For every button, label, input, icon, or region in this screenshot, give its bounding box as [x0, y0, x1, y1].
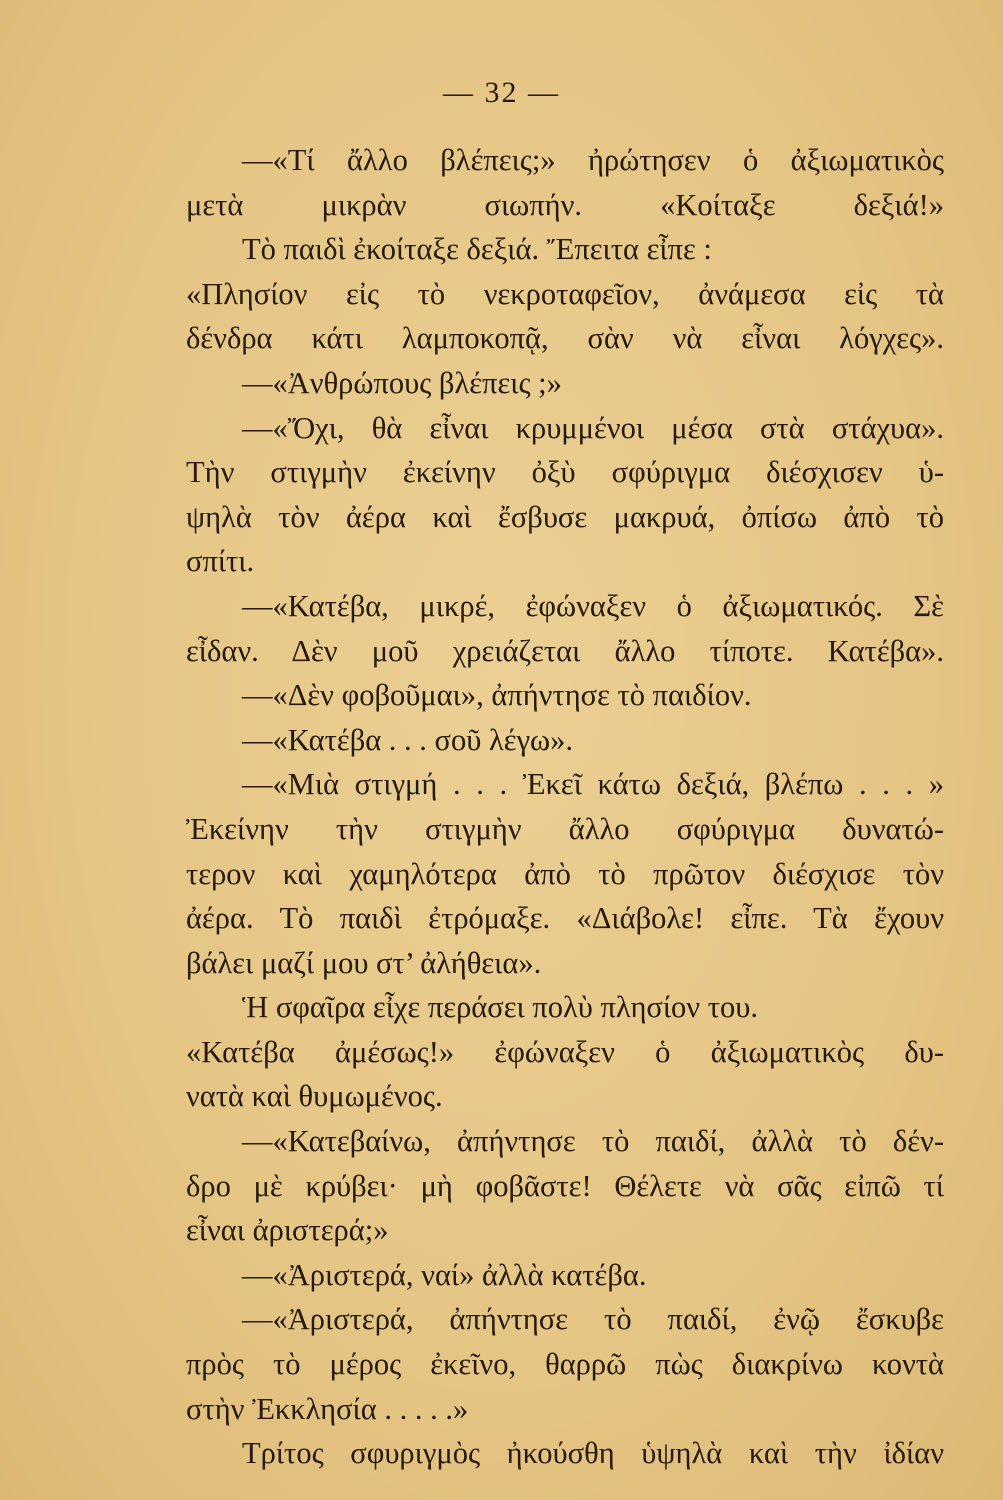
text-line: —«Μιὰ στιγμή . . . Ἐκεῖ κάτω δεξιά, βλέπω . . . » — [242, 767, 944, 802]
text-line: βάλει μαζί μου στ’ ἀλήθεια». — [186, 945, 542, 980]
text-line: Ἐκείνην τὴν στιγμὴν ἄλλο σφύριγμα δυνατώ- — [186, 811, 944, 846]
text-line: ψηλὰ τὸν ἀέρα καὶ ἔσβυσε μακρυά, ὀπίσω ἀπὸ τὸ — [186, 499, 944, 534]
text-line: Ἡ σφαῖρα εἶχε περάσει πολὺ πλησίον του. — [242, 990, 758, 1025]
text-line: —«Κατεβαίνω, ἀπήντησε τὸ παιδί, ἀλλὰ τὸ δέν- — [242, 1124, 944, 1159]
text-line: τερον καὶ χαμηλότερα ἀπὸ τὸ πρῶτον διέσχισε τὸν — [186, 856, 944, 891]
text-line: —«Ὄχι, θὰ εἶναι κρυμμένοι μέσα στὰ στάχυα». — [242, 410, 944, 445]
text-line: Τὴν στιγμὴν ἐκείνην ὀξὺ σφύριγμα διέσχισεν ὑ- — [186, 455, 944, 490]
text-line: Τὸ παιδὶ ἐκοίταξε δεξιά. Ἔπειτα εἶπε : — [242, 232, 712, 267]
text-line: —«Κατέβα, μικρέ, ἐφώναξεν ὁ ἀξιωματικός. Σὲ — [242, 588, 944, 623]
text-line: στὴν Ἐκκλησία . . . . .» — [186, 1391, 469, 1426]
text-line: νατὰ καὶ θυμωμένος. — [186, 1079, 443, 1114]
text-line: εἶναι ἀριστερά;» — [186, 1213, 389, 1248]
page-number: — 32 — — [443, 76, 560, 109]
text-line: —«Ἀριστερά, ναί» ἀλλὰ κατέβα. — [242, 1257, 647, 1292]
text-line: —«Ἀνθρώπους βλέπεις ;» — [242, 365, 562, 400]
text-line: Τρίτος σφυριγμὸς ἠκούσθη ὑψηλὰ καὶ τὴν ἰδίαν — [242, 1436, 944, 1471]
text-line: —«Δὲν φοβοῦμαι», ἀπήντησε τὸ παιδίον. — [242, 678, 752, 713]
text-line: πρὸς τὸ μέρος ἐκεῖνο, θαρρῶ πὼς διακρίνω κοντὰ — [186, 1347, 944, 1382]
text-line: —«Ἀριστερά, ἀπήντησε τὸ παιδί, ἐνῷ ἔσκυβε — [242, 1302, 944, 1337]
text-line: δένδρα κάτι λαμποκοπᾷ, σὰν νὰ εἶναι λόγχες». — [186, 321, 944, 356]
text-line: «Πλησίον εἰς τὸ νεκροταφεῖον, ἀνάμεσα εἰς τὰ — [186, 276, 944, 311]
text-line: —«Τί ἄλλο βλέπεις;» ἠρώτησεν ὁ ἀξιωματικὸς — [242, 143, 944, 177]
text-line: δρο μὲ κρύβει· μὴ φοβᾶστε! Θέλετε νὰ σᾶς εἰπῶ τί — [186, 1168, 944, 1203]
text-line: —«Κατέβα . . . σοῦ λέγω». — [242, 722, 574, 757]
text-line: μετὰ μικρὰν σιωπήν. «Κοίταξε δεξιά!» — [186, 187, 944, 222]
body-text — [186, 138, 944, 1476]
text-line: «Κατέβα ἀμέσως!» ἐφώναξεν ὁ ἀξιωματικὸς δυ- — [186, 1034, 944, 1069]
text-line: εἶδαν. Δὲν μοῦ χρειάζεται ἄλλο τίποτε. Κατέβα». — [186, 633, 944, 668]
text-line: ἀέρα. Τὸ παιδὶ ἐτρόμαξε. «Διάβολε! εἶπε. Τὰ ἔχουν — [186, 901, 944, 936]
text-line: σπίτι. — [186, 544, 255, 579]
